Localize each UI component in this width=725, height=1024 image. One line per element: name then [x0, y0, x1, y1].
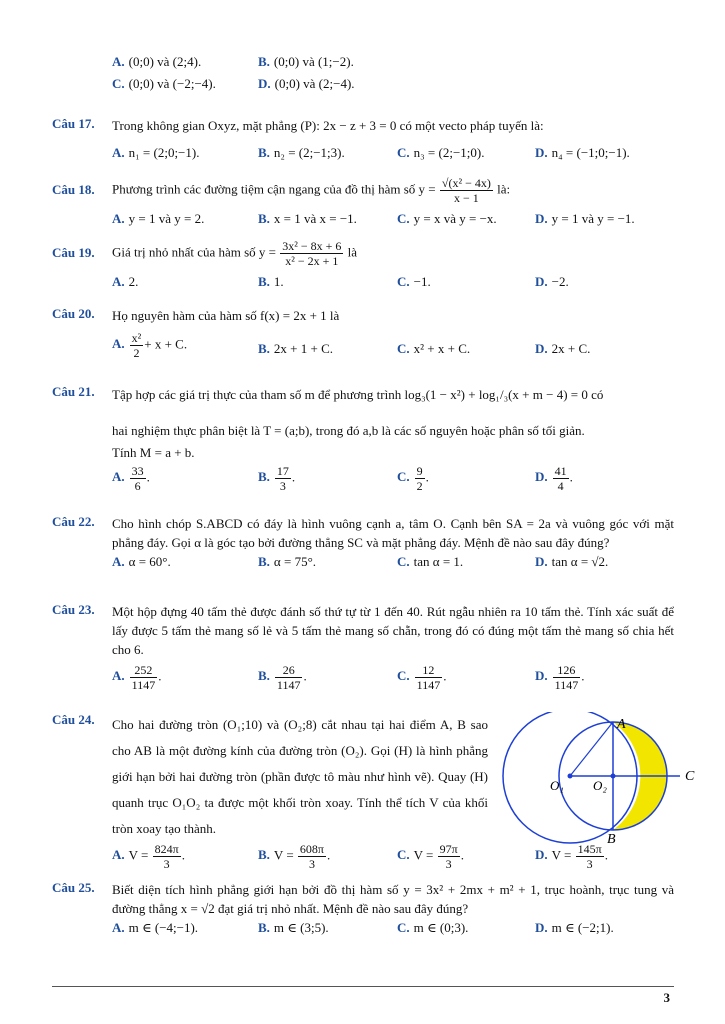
question-number: Câu 21. — [52, 384, 95, 399]
question-25 — [52, 880, 674, 940]
label-a: A — [617, 717, 626, 732]
option-a[interactable]: A. $\frac{\text{x²}}{2}$ + x + C. — [112, 331, 188, 360]
option-a[interactable]: A. $\frac{252}{1147}$ . — [112, 663, 162, 692]
label-c: C — [685, 769, 695, 784]
option-b[interactable]: B. α = 75°. — [258, 554, 317, 569]
option-b[interactable]: B. (0;0) và (1;−2). — [258, 54, 354, 69]
option-c[interactable]: C. $\frac{9}{2}$ . — [397, 464, 429, 493]
options-row — [112, 52, 674, 74]
option-d[interactable]: D. $\frac{126}{1147}$ . — [535, 663, 585, 692]
fraction: $\frac{\text{3x² − 8x + 6}}{\text{x² − 2x + 1}}$ — [282, 239, 342, 268]
label-o2: O₂ — [593, 778, 607, 793]
option-a[interactable]: A. (0;0) và (2;4). — [112, 54, 202, 69]
question-17 — [52, 116, 674, 165]
options-row — [112, 842, 674, 876]
question-text: Cho hai đường tròn (O₁;10) và (O₂;8) cắt nhau tại hai điểm A, B sao cho AB là một đường kính của đường tròn (O₂). Gọi (H) là hình phẳng giới hạn bởi hai đường tròn (phần được tô màu như hình vẽ). Quay (H) quanh trục O₁O₂ ta được một khối tròn xoay. Tính thể tích V của khối tròn xoay tạo thành. — [112, 717, 488, 836]
options-row — [112, 464, 674, 498]
question-number: Câu 25. — [52, 880, 95, 895]
option-a[interactable]: A. y = 1 và y = 2. — [112, 211, 205, 226]
question-text: Cho hình chóp S.ABCD có đáy là hình vuông cạnh a, tâm O. Cạnh bên SA = 2a và vuông góc với mặt phẳng đáy. Gọi α là góc tạo bởi đường thẳng SC và mặt phẳng đáy. Mệnh đề nào sau đây đúng? — [112, 516, 674, 550]
option-b[interactable]: B. n₂ = (2;−1;3). — [258, 145, 345, 160]
options-row — [112, 918, 674, 940]
page-number: 3 — [663, 990, 670, 1005]
question-text: Giá trị nhỏ nhất của hàm số y = $\frac{\text{3x² − 8x + 6}}{\text{x² − 2x + 1}}$ là — [112, 239, 358, 268]
question-number: Câu 22. — [52, 514, 95, 529]
question-number: Câu 19. — [52, 245, 95, 260]
question-number: Câu 17. — [52, 116, 95, 131]
option-b[interactable]: B. V = $\frac{608\pi}{3}$ . — [258, 842, 331, 871]
option-c[interactable]: C. y = x và y = −x. — [397, 211, 497, 226]
option-b[interactable]: B. 2x + 1 + C. — [258, 341, 334, 356]
options-row — [112, 209, 674, 231]
option-c[interactable]: C. n₃ = (2;−1;0). — [397, 145, 485, 160]
option-d[interactable]: D. tan α = √2. — [535, 554, 609, 569]
option-b[interactable]: B. $\frac{17}{3}$ . — [258, 464, 296, 493]
option-c[interactable]: C. m ∈ (0;3). — [397, 920, 469, 935]
question-text: Họ nguyên hàm của hàm số f(x) = 2x + 1 là — [112, 308, 340, 323]
question-number: Câu 24. — [52, 712, 95, 727]
option-d[interactable]: D. y = 1 và y = −1. — [535, 211, 635, 226]
option-c[interactable]: C. −1. — [397, 274, 431, 289]
two-circles-figure — [495, 712, 705, 847]
option-d[interactable]: D. $\frac{41}{4}$ . — [535, 464, 573, 493]
option-a[interactable]: A. $\frac{33}{6}$ . — [112, 464, 150, 493]
question-text: Phương trình các đường tiệm cận ngang của đồ thị hàm số y = $\frac{\text{√(x² − 4x)}}{x - 1}$ là: — [112, 176, 511, 205]
option-c[interactable]: C. x² + x + C. — [397, 341, 471, 356]
option-c[interactable]: C. V = $\frac{97\pi}{3}$ . — [397, 842, 464, 871]
options-row — [112, 272, 674, 294]
option-b[interactable]: B. $\frac{26}{1147}$ . — [258, 663, 307, 692]
option-b[interactable]: B. x = 1 và x = −1. — [258, 211, 357, 226]
option-c[interactable]: C. $\frac{12}{1147}$ . — [397, 663, 447, 692]
options-row — [112, 331, 674, 367]
option-a[interactable]: A. n₁ = (2;0;−1). — [112, 145, 200, 160]
option-a[interactable]: A. 2. — [112, 274, 139, 289]
option-d[interactable]: D. V = $\frac{145\pi}{3}$ . — [535, 842, 608, 871]
fraction: $\frac{\text{√(x² − 4x)}}{x - 1}$ — [441, 176, 491, 205]
option-d[interactable]: D. n₄ = (−1;0;−1). — [535, 145, 630, 160]
options-row — [112, 143, 674, 165]
question-20 — [52, 306, 674, 367]
option-d[interactable]: D. (0;0) và (2;−4). — [258, 76, 355, 91]
option-d[interactable]: D. 2x + C. — [535, 341, 591, 356]
question-16 — [52, 52, 674, 96]
question-21 — [52, 384, 674, 498]
option-d[interactable]: D. −2. — [535, 274, 569, 289]
question-number: Câu 20. — [52, 306, 95, 321]
question-number: Câu 18. — [52, 182, 95, 197]
segment-o1-a — [570, 722, 613, 776]
options-row — [112, 663, 674, 697]
option-b[interactable]: B. 1. — [258, 274, 284, 289]
question-text: Tập hợp các giá trị thực của tham số m để phương trình log₃(1 − x²) + log₁/₃(x + m − 4) = 0 có hai nghiệm thực phân biệt là T = (a;b), trong đó a,b là các số nguyên hoặc phân số tối giản. Tính M = a + b. — [112, 387, 604, 460]
question-23 — [52, 602, 674, 697]
point-o1 — [568, 774, 573, 779]
option-a[interactable]: A. m ∈ (−4;−1). — [112, 920, 199, 935]
question-number: Câu 23. — [52, 602, 95, 617]
label-b: B — [607, 832, 616, 847]
point-o2 — [611, 774, 616, 779]
footer-divider — [52, 986, 674, 987]
question-22 — [52, 514, 674, 574]
option-a[interactable]: A. V = $\frac{824\pi}{3}$ . — [112, 842, 185, 871]
label-o1: O₁ — [550, 778, 564, 793]
question-text: Một hộp đựng 40 tấm thẻ được đánh số thứ tự từ 1 đến 40. Rút ngẫu nhiên ra 10 tấm thẻ. Tính xác suất để lấy được 5 tấm thẻ mang số lẻ và 5 tấm thẻ mang số chẵn, trong đó có đúng một tấm thẻ mang số chia hết cho 6. — [112, 604, 674, 657]
option-a[interactable]: A. α = 60°. — [112, 554, 171, 569]
question-text: Trong không gian Oxyz, mặt phẳng (P): 2x − z + 3 = 0 có một vecto pháp tuyến là: — [112, 118, 544, 133]
question-18 — [52, 176, 674, 231]
options-row — [112, 74, 674, 96]
option-c[interactable]: C. (0;0) và (−2;−4). — [112, 76, 216, 91]
question-19 — [52, 239, 674, 294]
option-c[interactable]: C. tan α = 1. — [397, 554, 464, 569]
options-row — [112, 552, 674, 574]
option-d[interactable]: D. m ∈ (−2;1). — [535, 920, 614, 935]
question-text: Biết diện tích hình phẳng giới hạn bởi đồ thị hàm số y = 3x² + 2mx + m² + 1, trục hoành, trục tung và đường thẳng x = √2 đạt giá trị nhỏ nhất. Mệnh đề nào sau đây đúng? — [112, 882, 674, 916]
option-b[interactable]: B. m ∈ (3;5). — [258, 920, 329, 935]
